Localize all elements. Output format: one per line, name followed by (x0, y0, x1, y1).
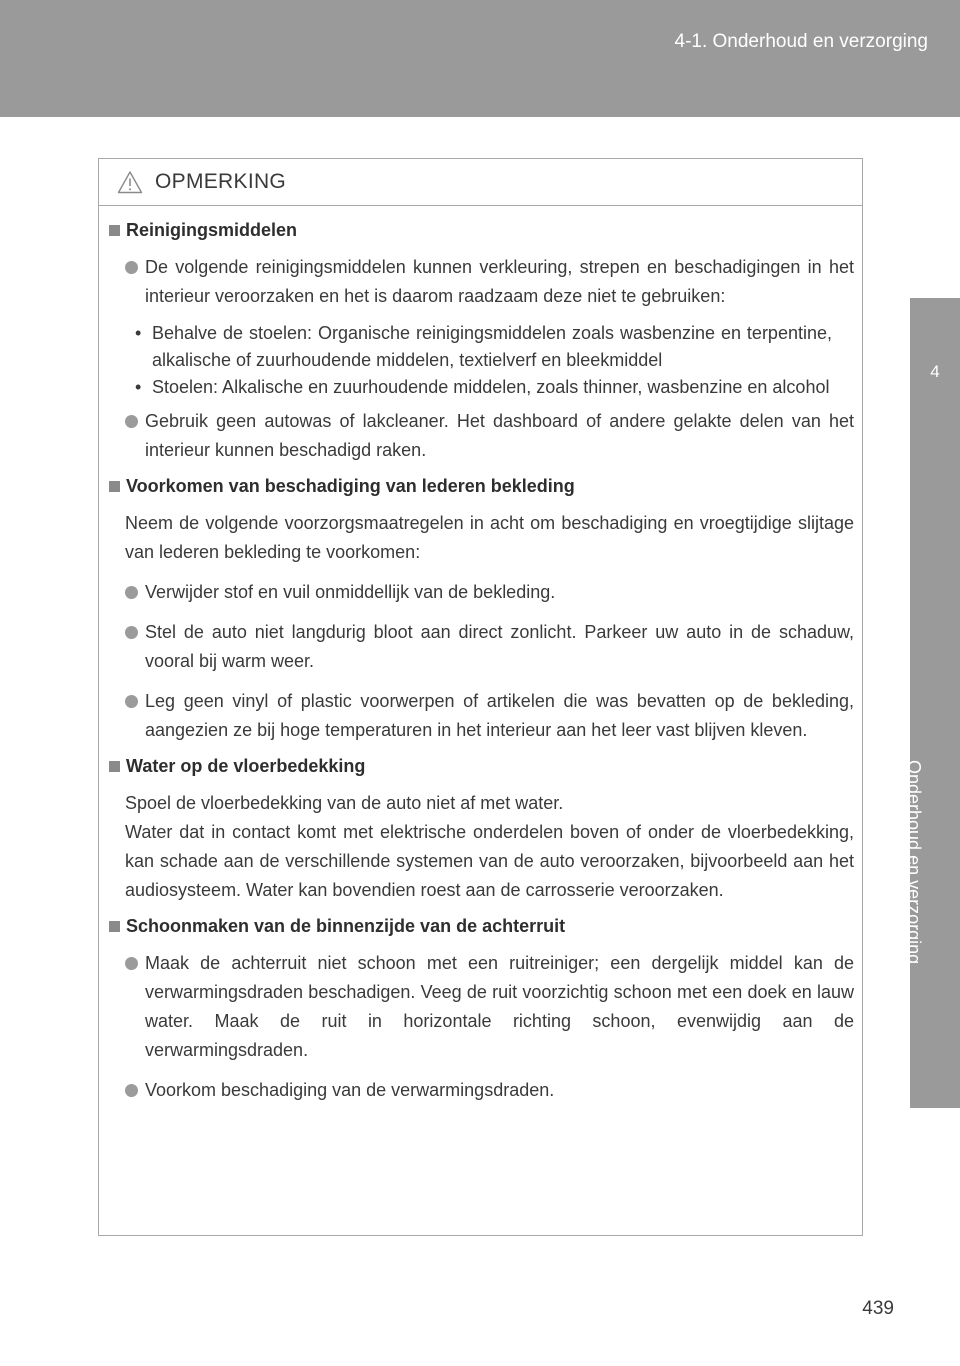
notice-header (99, 159, 862, 206)
dash-list (107, 320, 854, 401)
paragraph: Water dat in contact komt met elektrische onderdelen boven of onder de vloerbedekking, kan schade aan de verschillende systemen van de auto veroorzaken, bijvoorbeeld aan het audiosysteem. Water kan bovendien roest aan de carrosserie veroorzaken. (125, 822, 854, 900)
page-header (0, 0, 960, 117)
bullet-item: Voorkom beschadiging van de verwarmingsdraden. (107, 1076, 854, 1105)
section-title: 4-1. Onderhoud en verzorging (674, 31, 928, 52)
chapter-number: 4 (930, 362, 940, 381)
circle-bullet-icon (125, 586, 138, 599)
notice-title: OPMERKING (155, 170, 287, 193)
square-bullet-icon (109, 761, 120, 772)
dot-marker-icon: • (135, 377, 142, 397)
paragraph: Spoel de vloerbedekking van de auto niet af met water. (125, 793, 564, 813)
section-heading: Schoonmaken van de binnenzijde van de achterruit (107, 916, 854, 937)
notice-content (99, 206, 862, 1105)
circle-bullet-icon (125, 626, 138, 639)
circle-bullet-icon (125, 415, 138, 428)
section-heading: Water op de vloerbedekking (107, 756, 854, 777)
square-bullet-icon (109, 481, 120, 492)
paragraph: Neem de volgende voorzorgsmaatregelen in acht om beschadiging en vroegtijdige slijtage van lederen bekleding te voorkomen: (125, 513, 854, 562)
bullet-item: Verwijder stof en vuil onmiddellijk van de bekleding. (107, 578, 854, 607)
chapter-tab (904, 298, 960, 1108)
dash-item: • Behalve de stoelen: Organische reinigingsmiddelen zoals wasbenzine en terpentine, alkalische of zuurhoudende middelen, textielverf en bleekmiddel (107, 320, 854, 374)
dot-marker-icon: • (135, 323, 142, 343)
square-bullet-icon (109, 225, 120, 236)
bullet-item: Stel de auto niet langdurig bloot aan direct zonlicht. Parkeer uw auto in de schaduw, vooral bij warm weer. (107, 618, 854, 676)
warning-triangle-icon (117, 170, 143, 194)
bullet-item: Gebruik geen autowas of lakcleaner. Het dashboard of andere gelakte delen van het interieur kunnen beschadigd raken. (107, 407, 854, 465)
bullet-item: Leg geen vinyl of plastic voorwerpen of artikelen die was bevatten op de bekleding, aangezien ze bij hoge temperaturen in het interieur aan het leer vast blijven kleven. (107, 687, 854, 745)
dash-item: • Stoelen: Alkalische en zuurhoudende middelen, zoals thinner, wasbenzine en alcohol (107, 374, 854, 401)
circle-bullet-icon (125, 957, 138, 970)
square-bullet-icon (109, 921, 120, 932)
circle-bullet-icon (125, 261, 138, 274)
section-heading: Voorkomen van beschadiging van lederen bekleding (107, 476, 854, 497)
section-heading: Reinigingsmiddelen (107, 220, 854, 241)
chapter-label: Onderhoud en verzorging (904, 760, 924, 965)
circle-bullet-icon (125, 695, 138, 708)
notice-box (98, 158, 863, 1236)
bullet-item: Maak de achterruit niet schoon met een ruitreiniger; een dergelijk middel kan de verwarmingsdraden beschadigen. Veeg de ruit voorzichtig schoon met een doek en lauw water. Maak de ruit in horizontale richting schoon, evenwijdig aan de verwarmingsdraden. (107, 949, 854, 1065)
page-number: 439 (862, 1298, 894, 1319)
bullet-item: De volgende reinigingsmiddelen kunnen verkleuring, strepen en beschadigingen in het interieur veroorzaken en het is daarom raadzaam deze niet te gebruiken: (107, 253, 854, 311)
circle-bullet-icon (125, 1084, 138, 1097)
